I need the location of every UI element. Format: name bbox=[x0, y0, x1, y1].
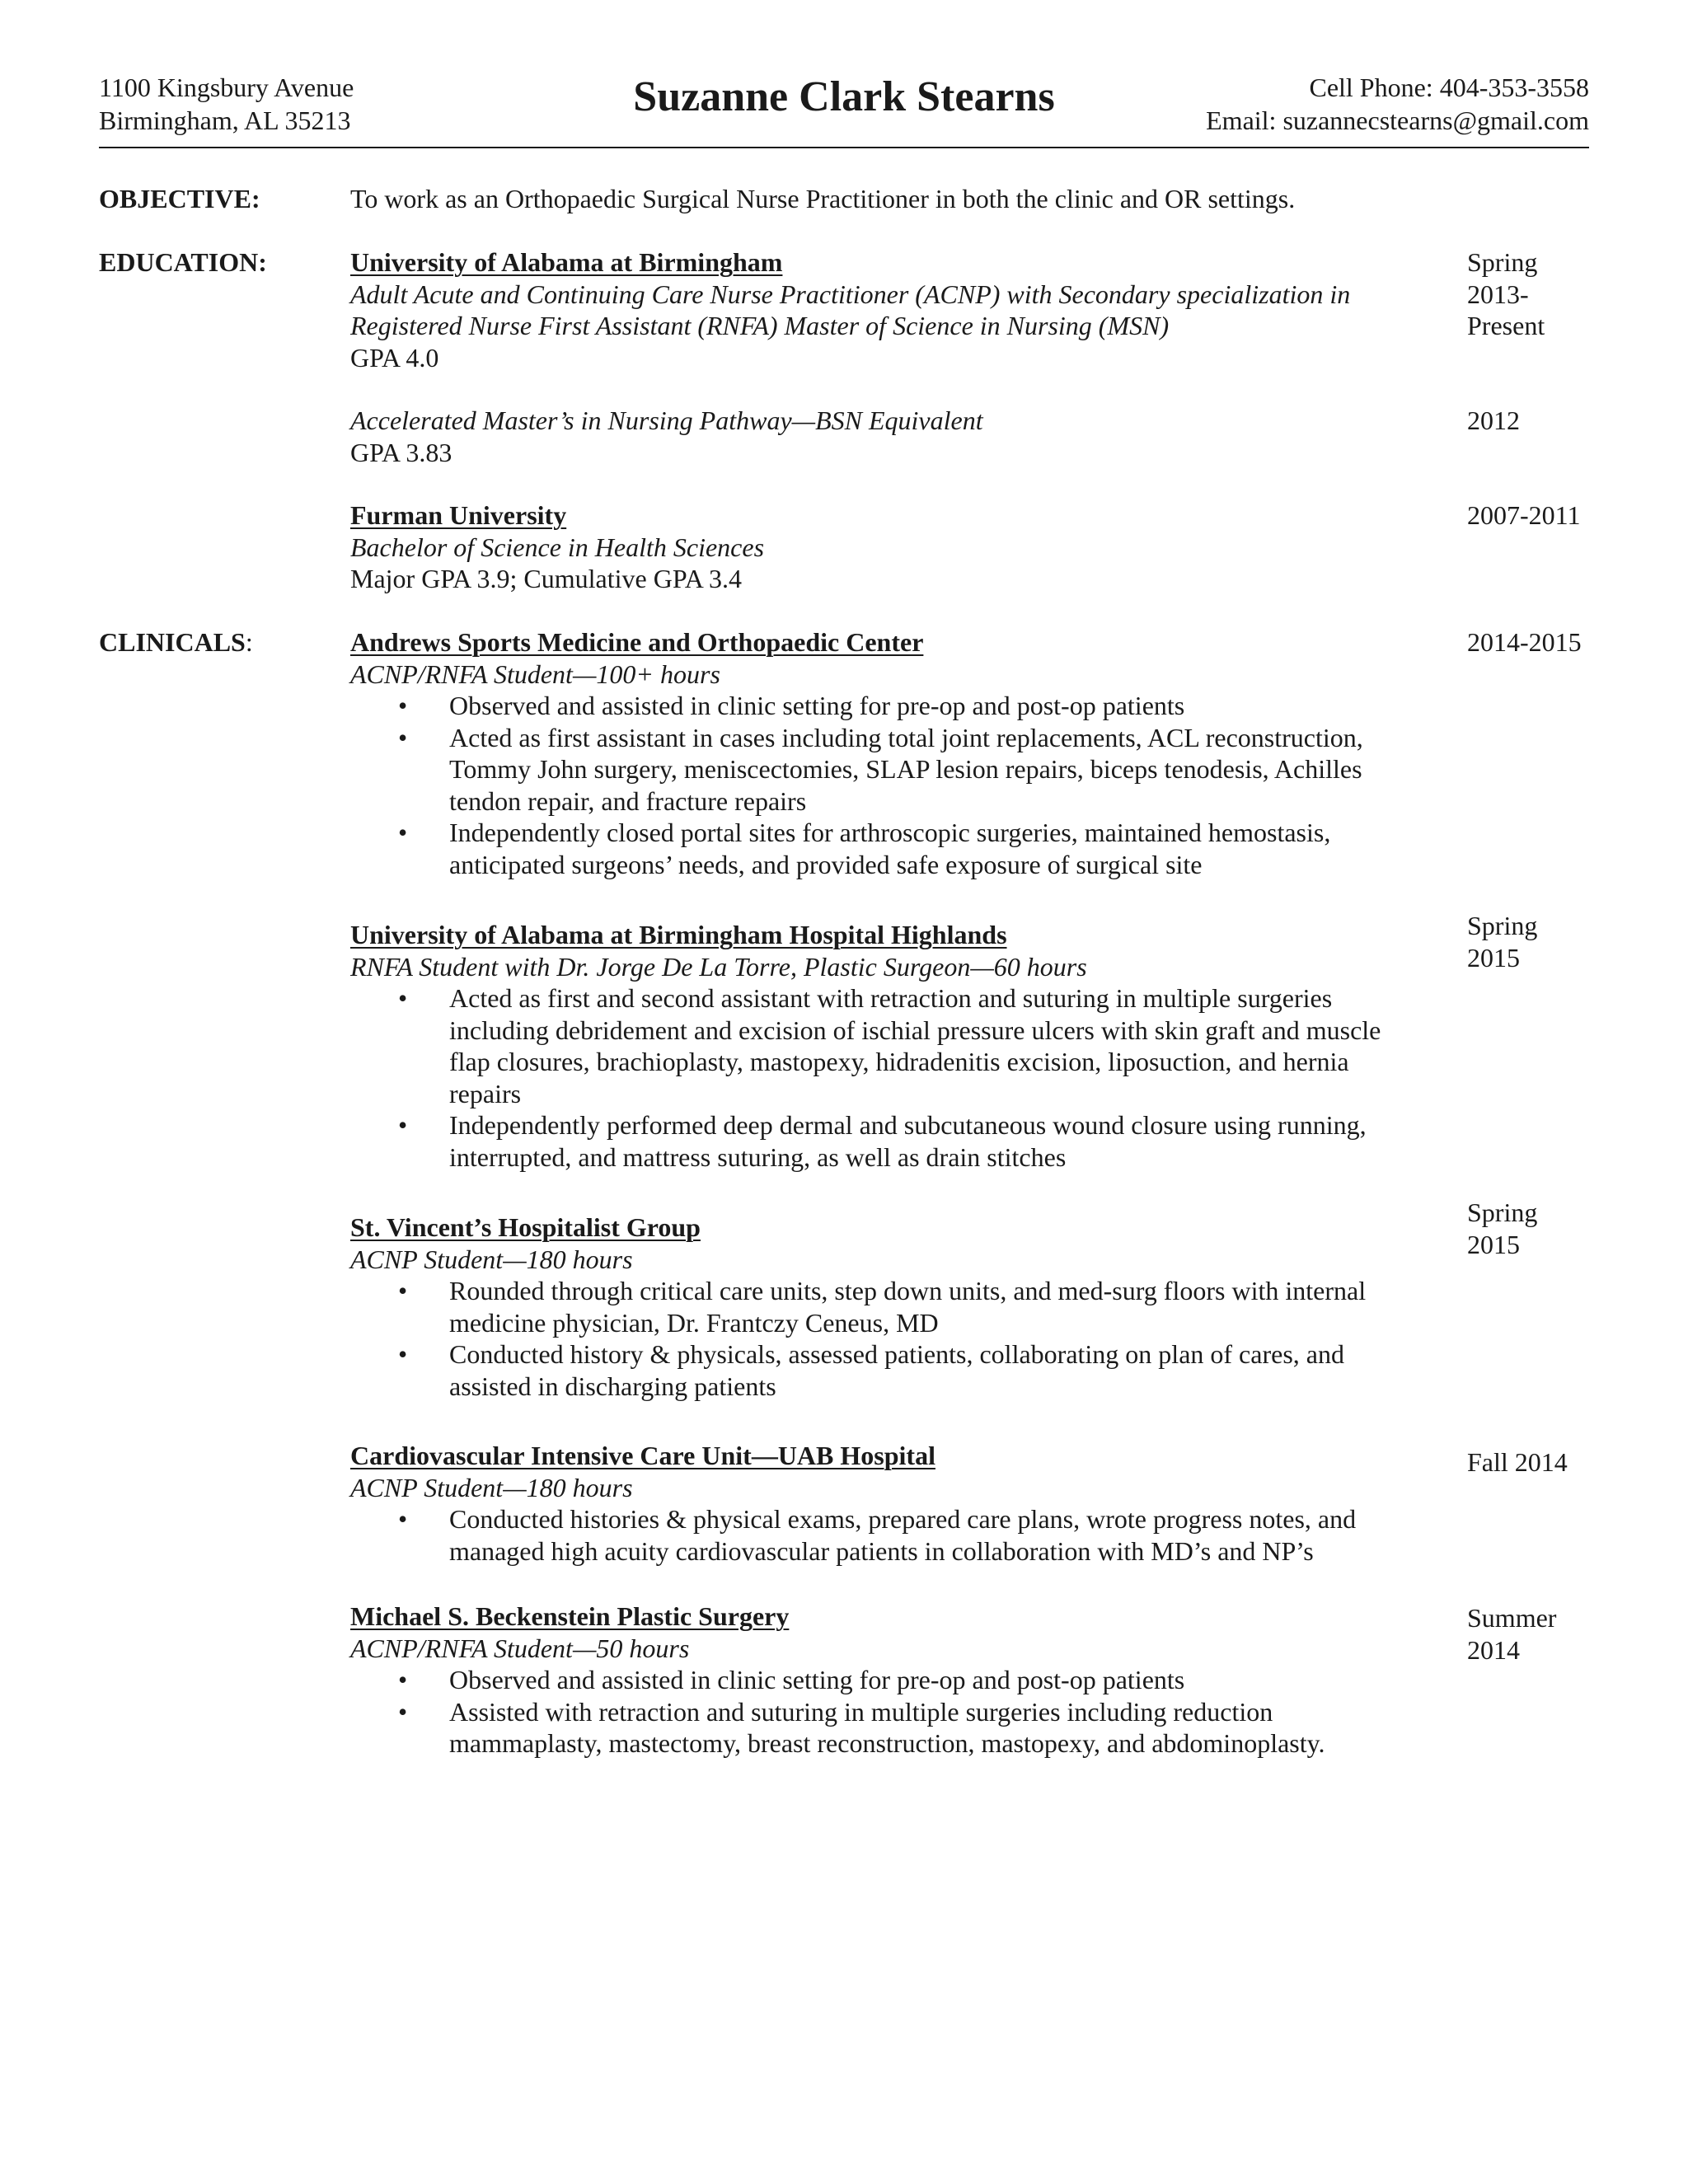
list-item bbox=[350, 982, 1438, 1109]
date-line: Summer bbox=[1467, 1603, 1557, 1633]
clinical-role: ACNP/RNFA Student—100+ hours bbox=[350, 658, 720, 689]
bullet-marker: • bbox=[398, 1339, 408, 1369]
bullet-marker: • bbox=[398, 691, 408, 720]
bullet-marker: • bbox=[398, 1696, 408, 1727]
phone-number: Cell Phone: 404-353-3558 bbox=[1309, 73, 1589, 102]
date-line: 2015 bbox=[1467, 942, 1520, 972]
clinicals-label-colon: : bbox=[245, 627, 253, 657]
bullet-marker: • bbox=[398, 722, 408, 752]
date-line: Spring bbox=[1467, 247, 1538, 277]
education-entry-uab bbox=[350, 246, 1438, 373]
bullet-line: Observed and assisted in clinic setting for pre-op and post-op patients bbox=[449, 691, 1185, 720]
bullet-line: managed high acuity cardiovascular patients in collaboration with MD’s and NP’s bbox=[449, 1535, 1314, 1566]
date-line: 2014 bbox=[1467, 1634, 1520, 1665]
bullet-line: Assisted with retraction and suturing in multiple surgeries including reduction bbox=[449, 1696, 1273, 1727]
education-degree: Accelerated Master’s in Nursing Pathway—BSN Equivalent bbox=[350, 405, 983, 435]
bullet-marker: • bbox=[398, 1665, 408, 1694]
bullet-line: Acted as first assistant in cases including total joint replacements, ACL reconstruction, bbox=[449, 722, 1363, 752]
clinical-org: St. Vincent’s Hospitalist Group bbox=[350, 1212, 701, 1242]
education-gpa: GPA 4.0 bbox=[350, 342, 439, 373]
list-item bbox=[350, 1696, 1438, 1760]
bullet-line: Acted as first and second assistant with retraction and suturing in multiple surgeries bbox=[449, 983, 1333, 1013]
list-item bbox=[350, 1338, 1438, 1402]
education-entry-amnp bbox=[350, 405, 1438, 468]
date-line: Present bbox=[1467, 311, 1545, 340]
bullet-line: medicine physician, Dr. Frantczy Ceneus, MD bbox=[449, 1307, 939, 1338]
clinical-entry-cvicu bbox=[350, 1440, 1438, 1567]
bullet-line: interrupted, and mattress suturing, as well as drain stitches bbox=[449, 1141, 1067, 1172]
clinical-entry-st-vincents bbox=[350, 1212, 1438, 1402]
clinicals-label-text: CLINICALS bbox=[99, 627, 246, 657]
bullet-marker: • bbox=[398, 983, 408, 1013]
contact-block bbox=[1206, 71, 1589, 137]
education-label: EDUCATION: bbox=[99, 247, 267, 277]
clinical-role: RNFA Student with Dr. Jorge De La Torre, Plastic Surgeon—60 hours bbox=[350, 951, 1087, 982]
bullet-marker: • bbox=[398, 1110, 408, 1140]
bullet-line: mammaplasty, mastectomy, breast reconstruction, mastopexy, and abdominoplasty. bbox=[449, 1728, 1325, 1758]
bullet-marker: • bbox=[398, 818, 408, 847]
objective-text: To work as an Orthopaedic Surgical Nurse Practitioner in both the clinic and OR settings. bbox=[350, 184, 1296, 213]
bullet-line: flap closures, brachioplasty, mastopexy, hidradenitis excision, liposuction, and hernia bbox=[449, 1047, 1349, 1076]
date-line: 2015 bbox=[1467, 1229, 1520, 1259]
clinical-entry-andrews bbox=[350, 626, 1438, 880]
header-divider bbox=[99, 147, 1589, 148]
bullet-line: assisted in discharging patients bbox=[449, 1371, 776, 1401]
bullet-line: Conducted history & physicals, assessed patients, collaborating on plan of cares, and bbox=[449, 1339, 1344, 1369]
candidate-name: Suzanne Clark Stearns bbox=[633, 73, 1055, 120]
clinical-entry-uab-highlands bbox=[350, 919, 1438, 1173]
list-item bbox=[350, 722, 1438, 818]
clinical-date-cvicu: Fall 2014 bbox=[1467, 1447, 1568, 1477]
clinical-bullets bbox=[350, 1275, 1438, 1402]
education-degree-line: Adult Acute and Continuing Care Nurse Practitioner (ACNP) with Secondary specialization in bbox=[350, 279, 1351, 309]
clinical-date-beckenstein bbox=[1467, 1602, 1632, 1666]
clinical-bullets bbox=[350, 690, 1438, 880]
list-item bbox=[350, 1503, 1438, 1567]
clinical-role: ACNP/RNFA Student—50 hours bbox=[350, 1633, 690, 1663]
address-line-2: Birmingham, AL 35213 bbox=[99, 105, 351, 135]
education-date-amnp: 2012 bbox=[1467, 405, 1520, 435]
bullet-marker: • bbox=[398, 1276, 408, 1305]
clinical-bullets bbox=[350, 1503, 1438, 1567]
objective-label: OBJECTIVE: bbox=[99, 184, 260, 213]
list-item bbox=[350, 817, 1438, 880]
education-org: Furman University bbox=[350, 500, 567, 530]
education-date-uab bbox=[1467, 246, 1632, 342]
date-line: Spring bbox=[1467, 1197, 1538, 1227]
bullet-line: Rounded through critical care units, step down units, and med-surg floors with internal bbox=[449, 1276, 1367, 1305]
bullet-line: Observed and assisted in clinic setting for pre-op and post-op patients bbox=[449, 1665, 1185, 1694]
list-item bbox=[350, 1109, 1438, 1173]
clinical-org: Michael S. Beckenstein Plastic Surgery bbox=[350, 1601, 790, 1631]
education-gpa: GPA 3.83 bbox=[350, 437, 452, 467]
clinical-date-uab-highlands bbox=[1467, 910, 1632, 973]
list-item bbox=[350, 1664, 1438, 1696]
date-line: 2013- bbox=[1467, 279, 1529, 309]
email-address: Email: suzannecstearns@gmail.com bbox=[1206, 105, 1589, 135]
clinical-org: University of Alabama at Birmingham Hospital Highlands bbox=[350, 920, 1007, 949]
list-item bbox=[350, 690, 1438, 722]
address-line-1: 1100 Kingsbury Avenue bbox=[99, 73, 354, 102]
clinical-org: Andrews Sports Medicine and Orthopaedic Center bbox=[350, 627, 924, 657]
education-org: University of Alabama at Birmingham bbox=[350, 247, 783, 277]
bullet-line: Conducted histories & physical exams, prepared care plans, wrote progress notes, and bbox=[449, 1504, 1357, 1534]
bullet-line: anticipated surgeons’ needs, and provided safe exposure of surgical site bbox=[449, 849, 1203, 879]
clinical-role: ACNP Student—180 hours bbox=[350, 1244, 633, 1274]
bullet-marker: • bbox=[398, 1504, 408, 1534]
bullet-line: Independently closed portal sites for arthroscopic surgeries, maintained hemostasis, bbox=[449, 818, 1331, 847]
bullet-line: Independently performed deep dermal and subcutaneous wound closure using running, bbox=[449, 1110, 1367, 1140]
education-degree-line: Registered Nurse First Assistant (RNFA) Master of Science in Nursing (MSN) bbox=[350, 311, 1170, 340]
clinical-bullets bbox=[350, 1664, 1438, 1760]
bullet-line: Tommy John surgery, meniscectomies, SLAP lesion repairs, biceps tenodesis, Achilles bbox=[449, 754, 1362, 784]
clinical-bullets bbox=[350, 982, 1438, 1173]
education-degree: Bachelor of Science in Health Sciences bbox=[350, 532, 765, 562]
clinical-entry-beckenstein bbox=[350, 1601, 1438, 1760]
bullet-line: tendon repair, and fracture repairs bbox=[449, 785, 807, 816]
clinical-date-st-vincents bbox=[1467, 1197, 1632, 1260]
date-line: Spring bbox=[1467, 911, 1538, 940]
education-gpa: Major GPA 3.9; Cumulative GPA 3.4 bbox=[350, 564, 743, 593]
education-entry-furman bbox=[350, 499, 1438, 595]
clinical-date-andrews: 2014-2015 bbox=[1467, 627, 1582, 657]
clinical-org: Cardiovascular Intensive Care Unit—UAB Hospital bbox=[350, 1441, 935, 1470]
clinical-role: ACNP Student—180 hours bbox=[350, 1472, 633, 1502]
bullet-line: repairs bbox=[449, 1078, 522, 1108]
education-date-furman: 2007-2011 bbox=[1467, 500, 1581, 530]
bullet-line: including debridement and excision of ischial pressure ulcers with skin graft and muscle bbox=[449, 1015, 1381, 1045]
clinicals-label bbox=[99, 626, 253, 658]
list-item bbox=[350, 1275, 1438, 1338]
